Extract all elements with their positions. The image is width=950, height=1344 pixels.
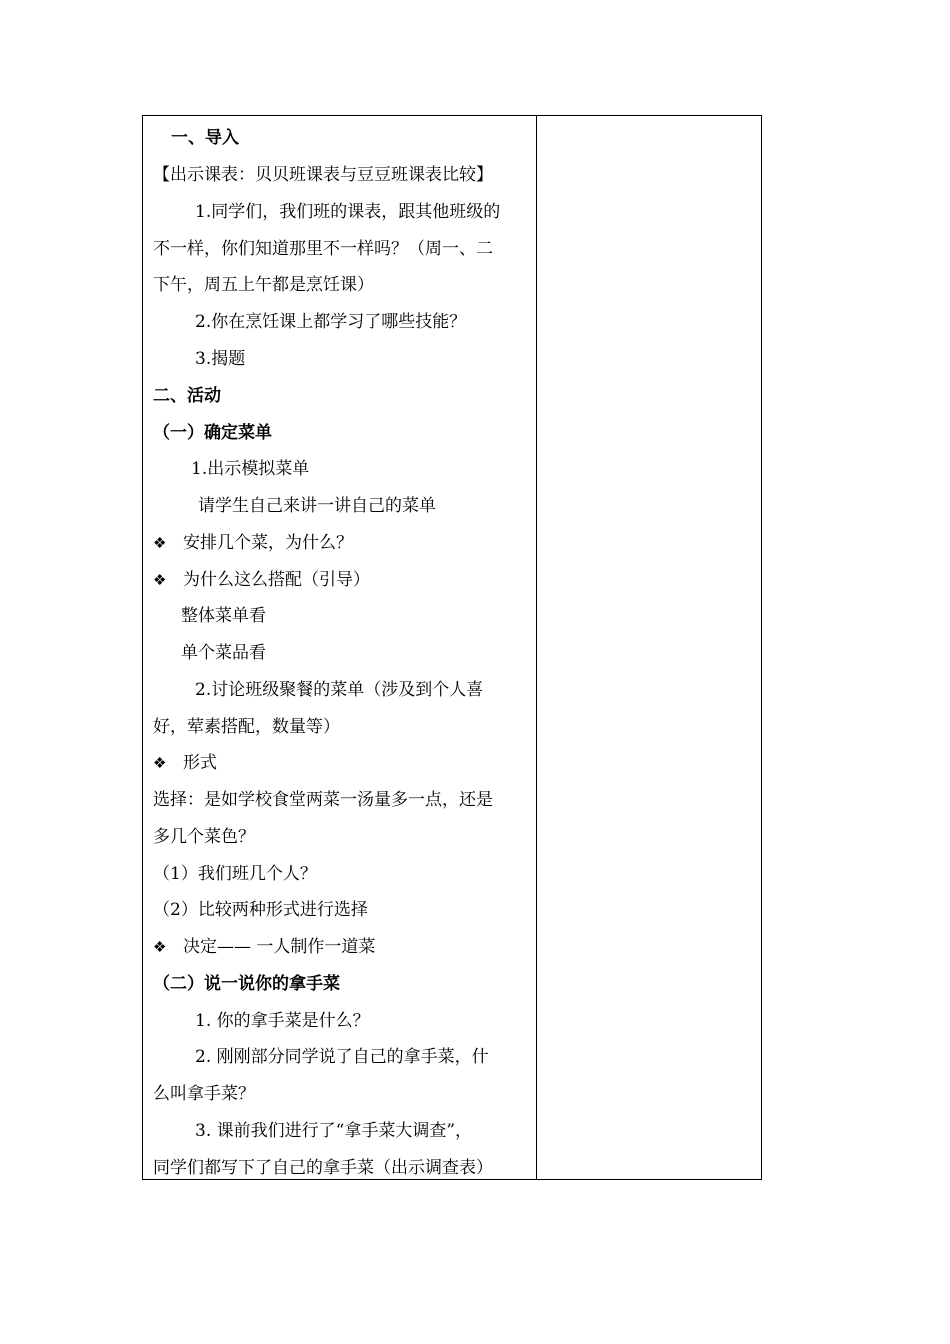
bullet-item: ❖ 形式 <box>153 753 217 773</box>
bullet-item: ❖ 决定—— 一人制作一道菜 <box>153 937 376 957</box>
text-line: 1.同学们，我们班的课表，跟其他班级的 <box>195 202 501 222</box>
text-line: 2.讨论班级聚餐的菜单（涉及到个人喜 <box>195 680 484 700</box>
section-heading: 一、导入 <box>171 128 239 148</box>
subsection-heading: （二）说一说你的拿手菜 <box>153 974 340 994</box>
text-line: 同学们都写下了自己的拿手菜（出示调查表） <box>153 1158 493 1178</box>
diamond-bullet-icon: ❖ <box>153 938 167 956</box>
text-line: 不一样，你们知道那里不一样吗？（周一、二 <box>153 239 493 259</box>
diamond-bullet-icon: ❖ <box>153 534 167 552</box>
text-line: 请学生自己来讲一讲自己的菜单 <box>198 496 436 516</box>
text-line: 1.出示模拟菜单 <box>191 459 310 479</box>
text-line: （1）我们班几个人？ <box>153 864 317 884</box>
text-line: 1. 你的拿手菜是什么？ <box>195 1011 370 1031</box>
text-line: 整体菜单看 <box>181 606 266 626</box>
text-line: 2.你在烹饪课上都学习了哪些技能？ <box>195 312 467 332</box>
text-line: 3.揭题 <box>195 349 246 369</box>
text-line: 3. 课前我们进行了“拿手菜大调查”， <box>195 1121 473 1141</box>
bullet-item: ❖ 安排几个菜，为什么？ <box>153 533 353 553</box>
bullet-item: ❖ 为什么这么搭配（引导） <box>153 570 370 590</box>
text-line: 下午，周五上午都是烹饪课） <box>153 275 374 295</box>
section-heading: 二、活动 <box>153 386 221 406</box>
text-line: 【出示课表：贝贝班课表与豆豆班课表比较】 <box>153 165 493 185</box>
diamond-bullet-icon: ❖ <box>153 571 167 589</box>
diamond-bullet-icon: ❖ <box>153 754 167 772</box>
text-line: 么叫拿手菜？ <box>153 1084 255 1104</box>
subsection-heading: （一）确定菜单 <box>153 423 272 443</box>
text-line: 选择：是如学校食堂两菜一汤量多一点，还是 <box>153 790 493 810</box>
text-line: 单个菜品看 <box>181 643 266 663</box>
text-line: 2. 刚刚部分同学说了自己的拿手菜，什 <box>195 1047 489 1067</box>
text-line: 好，荤素搭配，数量等） <box>153 717 340 737</box>
text-line: 多几个菜色？ <box>153 827 255 847</box>
notes-cell <box>537 116 761 1179</box>
lesson-content-cell <box>143 116 536 1179</box>
lesson-table <box>142 115 762 1180</box>
text-line: （2）比较两种形式进行选择 <box>153 900 368 920</box>
